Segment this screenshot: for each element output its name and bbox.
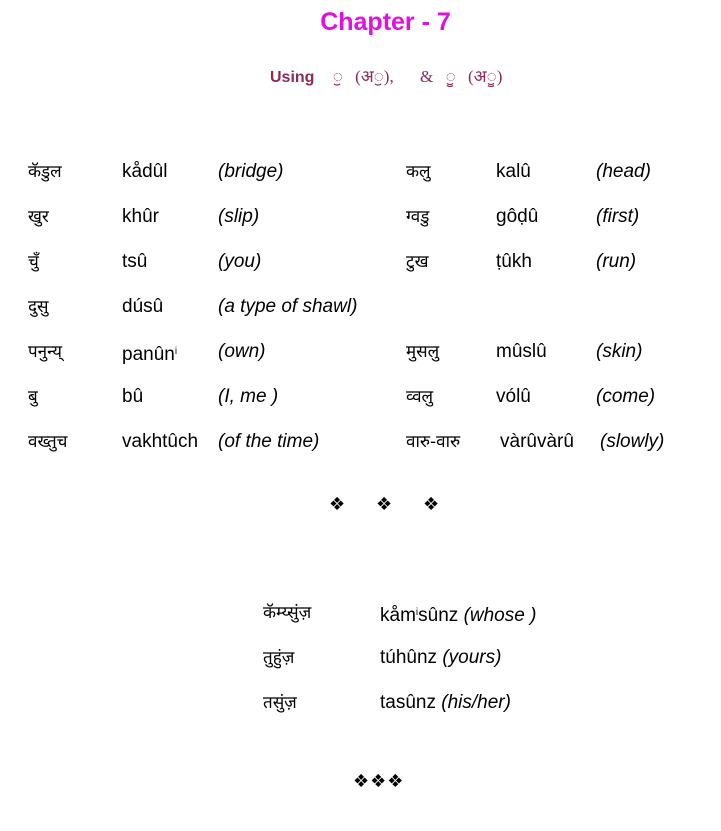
- vocab-word-transliteration: mûslû: [496, 341, 547, 362]
- vocab-word-transliteration: vólû: [496, 386, 531, 407]
- pronoun-devanagari: तसुंज़: [263, 693, 297, 713]
- vocab-word-meaning: (run): [596, 251, 637, 272]
- pronoun-devanagari: तुहुंज़: [263, 648, 295, 668]
- vocab-word-transliteration: tsû: [122, 251, 148, 272]
- vocab-word-devanagari: पनुन्य्: [28, 342, 62, 362]
- subtitle-ampersand: &: [419, 67, 434, 86]
- pronoun-meaning: (yours): [442, 647, 502, 668]
- vocab-word-meaning: (head): [596, 161, 651, 182]
- vocab-word-meaning: (bridge): [218, 161, 284, 182]
- pronoun-transliteration: [380, 646, 501, 670]
- ornament-divider: ❖: [329, 494, 346, 515]
- pronoun-transliteration: [380, 601, 536, 628]
- vocab-word-devanagari: दुसु: [28, 297, 49, 317]
- vocab-word-devanagari: मुसलु: [406, 342, 440, 362]
- subtitle-using: Using: [270, 69, 315, 86]
- vocab-word-transliteration: vakhtûch: [122, 431, 199, 452]
- vocab-word-devanagari: खुर: [28, 207, 49, 227]
- vocab-word-meaning: (slowly): [600, 431, 665, 452]
- vocab-word-meaning: (I, me ): [218, 386, 279, 407]
- ornament-divider: ❖: [423, 494, 440, 515]
- vocab-word-transliteration: bû: [122, 386, 144, 407]
- transliteration-superscript: i: [174, 346, 178, 357]
- pronoun-meaning: (whose ): [463, 605, 537, 626]
- vocab-word-meaning: (skin): [596, 341, 643, 362]
- subtitle-example-2: (अॗ): [468, 67, 503, 86]
- transliteration-text: kåm: [380, 605, 416, 626]
- pronoun-meaning: (his/her): [441, 692, 511, 713]
- vocab-word-transliteration: gôḍû: [496, 206, 539, 227]
- transliteration-superscript: i: [415, 607, 419, 618]
- pronoun-devanagari: कॅम्य्सुंज़: [263, 603, 312, 623]
- vocab-word-meaning: (a type of shawl): [218, 296, 358, 317]
- vocab-word-devanagari: व्वलु: [406, 387, 434, 407]
- ornament-divider: ❖❖❖: [353, 771, 405, 792]
- vocab-word-meaning: (slip): [218, 206, 260, 227]
- vocab-word-transliteration: kalû: [496, 161, 531, 182]
- vocab-word-meaning: (of the time): [218, 431, 320, 452]
- vocab-word-devanagari: वारु-वारु: [406, 432, 461, 452]
- vocab-word-transliteration: kådûl: [122, 161, 168, 182]
- ornament-divider: ❖: [376, 494, 393, 515]
- vocab-word-devanagari: ग्वडु: [406, 207, 430, 227]
- vocab-word-transliteration: ṭûkh: [496, 251, 532, 272]
- vocab-word-transliteration: dúsû: [122, 296, 164, 317]
- vocab-word-devanagari: कलु: [406, 162, 431, 182]
- vocab-word-meaning: (come): [596, 386, 656, 407]
- chapter-title: Chapter - 7: [320, 8, 451, 36]
- chapter-subtitle: [270, 64, 502, 87]
- vocab-word-devanagari: चुँ: [28, 252, 39, 272]
- transliteration-text: panûn: [122, 344, 175, 365]
- subtitle-mark-1: ॖ: [332, 67, 343, 86]
- subtitle-example-1: (अॖ),: [355, 67, 394, 86]
- vocab-word-devanagari: टुख: [406, 252, 429, 272]
- pronoun-transliteration: [380, 691, 511, 715]
- transliteration-text: túhûnz: [380, 647, 438, 668]
- vocab-word-transliteration: [122, 340, 177, 367]
- vocab-word-meaning: (first): [596, 206, 640, 227]
- vocab-word-transliteration: khûr: [122, 206, 159, 227]
- vocab-word-devanagari: वख्तुच: [28, 432, 68, 452]
- transliteration-text: sûnz: [418, 605, 459, 626]
- vocab-word-meaning: (you): [218, 251, 262, 272]
- vocab-word-transliteration: vàrûvàrû: [500, 431, 574, 452]
- transliteration-text: tasûnz: [380, 692, 436, 713]
- vocab-word-devanagari: कॅडुल: [28, 162, 62, 182]
- vocab-word-meaning: (own): [218, 341, 266, 362]
- vocab-word-devanagari: बु: [28, 387, 38, 407]
